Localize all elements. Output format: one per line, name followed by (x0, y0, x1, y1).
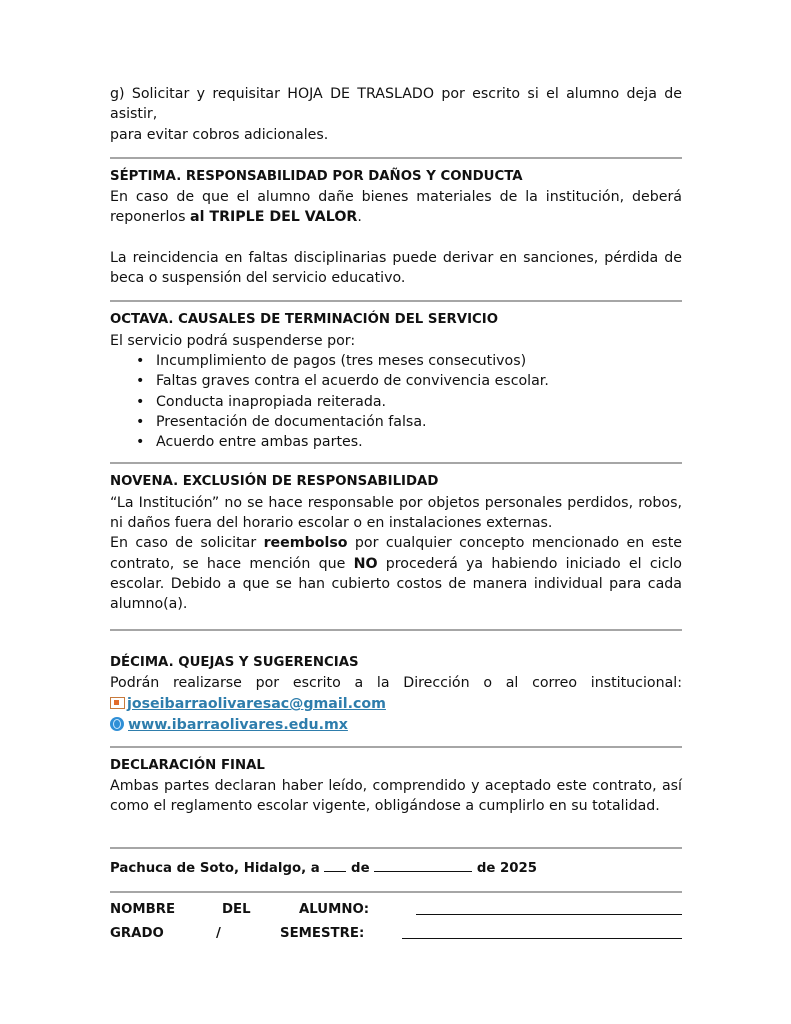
final-p1: Ambas partes declaran haber leído, comprendido y aceptado este contrato, así como el reglamento escolar vigente, obligándose a cumplirlo en su totalidad. (110, 778, 682, 815)
divider (110, 462, 682, 464)
list-item: • Faltas graves contra el acuerdo de convivencia escolar. (156, 371, 682, 391)
divider (110, 300, 682, 302)
divider (110, 746, 682, 748)
email-link[interactable]: joseibarraolivaresac@gmail.com (127, 696, 386, 713)
septima-title: SÉPTIMA. RESPONSABILIDAD POR DAÑOS Y CONDUCTA (110, 168, 523, 184)
globe-icon (110, 717, 124, 731)
septima-p1-line2: reponerlos al TRIPLE DEL VALOR. (110, 209, 362, 226)
octava-title: OCTAVA. CAUSALES DE TERMINACIÓN DEL SERVICIO (110, 312, 499, 328)
place-date-row (110, 859, 682, 879)
website-row (110, 715, 682, 735)
octava-intro: El servicio podrá suspenderse por: (110, 332, 356, 349)
nombre-blank (416, 900, 682, 915)
list-item: • Incumplimiento de pagos (tres meses consecutivos) (156, 351, 682, 371)
divider (110, 157, 682, 159)
novena-title: NOVENA. EXCLUSIÓN DE RESPONSABILIDAD (110, 474, 439, 490)
grado-blank (402, 924, 682, 939)
day-blank (324, 871, 346, 872)
divider (110, 891, 682, 893)
novena-p1: “La Institución” no se hace responsable por objetos personales perdidos, robos, ni daños fuera del horario escolar o en instalaciones externas. (110, 494, 682, 532)
septima-p2: La reincidencia en faltas disciplinarias puede derivar en sanciones, pérdida de beca o suspensión del servicio educativo. (110, 249, 682, 287)
final-title: DECLARACIÓN FINAL (110, 757, 265, 773)
g-item-line1: g) Solicitar y requisitar HOJA DE TRASLADO por escrito si el alumno deja de asistir, (110, 86, 682, 123)
de-label: de (351, 860, 370, 876)
email-row (110, 694, 682, 714)
year-label: de 2025 (476, 860, 538, 876)
novena-p2: En caso de solicitar reembolso por cualquier concepto mencionado en este contrato, se hace mención que NO procederá ya habiendo iniciado el ciclo escolar. Debido a que se han cubierto costos de manera individual para cada alumno(a). (110, 535, 682, 613)
email-icon (110, 697, 125, 709)
septima-p1-line1: En caso de que el alumno dañe bienes materiales de la institución, deberá (110, 189, 682, 206)
document-page (110, 84, 682, 945)
decima-title: DÉCIMA. QUEJAS Y SUGERENCIAS (110, 654, 359, 670)
g-item-line2: para evitar cobros adicionales. (110, 126, 329, 143)
decima-p1: Podrán realizarse por escrito a la Dirección o al correo institucional: (110, 674, 682, 691)
octava-list (110, 351, 682, 452)
website-link[interactable]: www.ibarraolivares.edu.mx (128, 717, 348, 734)
divider (110, 847, 682, 849)
section-decima (110, 653, 682, 736)
section-final (110, 756, 682, 817)
list-item: • Acuerdo entre ambas partes. (156, 432, 682, 452)
section-novena (110, 472, 682, 614)
section-octava (110, 310, 682, 452)
grado-row: GRADO / SEMESTRE: (110, 924, 682, 944)
list-item: • Conducta inapropiada reiterada. (156, 392, 682, 412)
place-label: Pachuca de Soto, Hidalgo, a (110, 860, 320, 876)
divider (110, 629, 682, 631)
list-item: • Presentación de documentación falsa. (156, 412, 682, 432)
month-blank (374, 871, 472, 872)
signature-block (110, 900, 682, 945)
section-septima (110, 167, 682, 288)
nombre-row: NOMBRE DEL ALUMNO: (110, 900, 682, 920)
